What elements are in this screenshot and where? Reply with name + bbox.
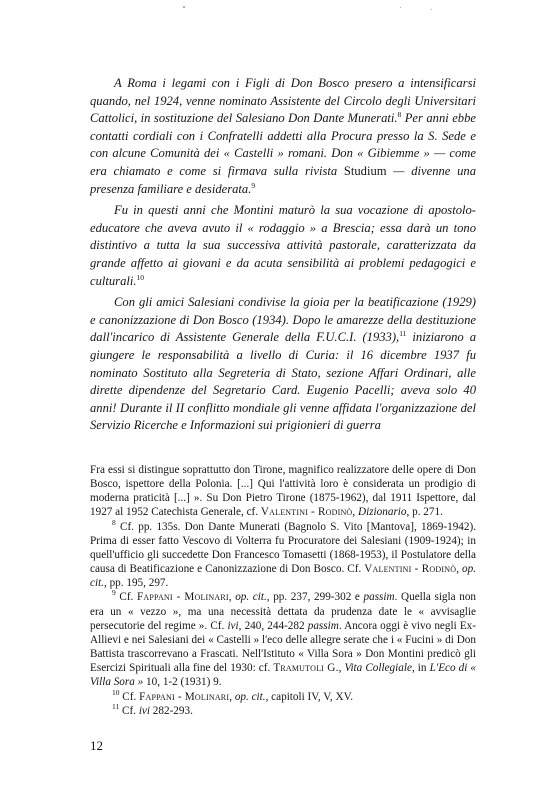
footnote-ivi: ivi [227, 619, 239, 632]
footnote-passim: passim [363, 591, 395, 604]
paragraph-3-text-b: iniziarono a giungere le responsabilità a livello di Curia: il 16 dicembre 1937 fu nominato Sostituto alla Segreteria di Stato, sezione Affari Ordinari, alle dirette dipendenze del Segretario Card. Eugenio Pacelli; aveva solo 40 anni! Durante il II conflitto mondiale gli venne affidata l'organizzazione del Servizio Ricerche e Informazioni sui prigionieri di guerra [90, 330, 476, 433]
footnote-number: 9 [112, 588, 116, 598]
footnote-text: 10, 1-2 (1931) 9. [143, 676, 222, 689]
footnote-11 [90, 701, 476, 718]
paragraph-2-text: Fu in questi anni che Montini maturò la sua vocazione di apostolo-educatore che aveva avuto il « rodaggio » a Brescia; essa darà un tono distintivo a tutta la sua successiva attività pastorale, caratterizzata da grande affetto ai giovani e da acuta sensibilità ai problemi pedagogici e culturali. [90, 203, 476, 288]
footnote-opcit: op. cit. [90, 563, 476, 590]
scan-speck [400, 7, 401, 8]
footnote-9 [90, 590, 476, 689]
footnote-text: , [352, 506, 359, 519]
footnote-text: , [228, 591, 236, 604]
footnote-ref-11: 11 [399, 329, 407, 339]
footnote-number: 10 [112, 687, 120, 697]
footnote-title: L'Eco di « Villa Sora » [90, 662, 477, 689]
footnote-passim: passim [307, 619, 339, 632]
footnote-author: Tramutoli G. [273, 662, 339, 675]
paragraph-1-text-a: A Roma i legami con i Figli di Don Bosco presero a intensificarsi quando, nel 1924, venne nominato Assistente del Circolo degli Universitari Cattolici, in sostituzione del Salesiano Don Dante Munerati. [90, 76, 476, 126]
footnote-ref-9: 9 [251, 180, 256, 190]
paragraph-1-text-b: Per anni ebbe contatti cordiali con i Confratelli addetti alla Procura presso la S. Sede e con alcune Comunità dei « Castelli » romani. Don « Gibiemme » — come era chiamato e come si firmava sulla rivista [90, 111, 476, 178]
footnote-text: , pp. 237, 299-302 e [266, 591, 364, 604]
footnote-text: . Quella sigla non era un « vezzo », ma una necessità dettata da prudenza date le « avvisaglie persecutorie del regime ». Cf. [90, 591, 477, 632]
paragraph-1 [90, 75, 476, 198]
footnote-text: 282-293. [150, 704, 193, 717]
footnote-text: , [338, 662, 345, 675]
footnote-title: Vita Collegiale [344, 662, 412, 675]
scan-speck [431, 9, 432, 10]
footnote-text: , pp. 195, 297. [103, 577, 169, 590]
paragraph-3-text-a: Con gli amici Salesiani condivise la gioia per la beatificazione (1929) e canonizzazione di Don Bosco (1934). Dopo le amarezze della destituzione dall'incarico di Assistente Generale della F.U.C.I. (1933), [90, 295, 476, 345]
footnote-ref-8: 8 [397, 110, 402, 120]
footnote-author: Fappani - Molinari [139, 690, 230, 703]
paragraph-1-text-c: — divenne una presenza familiare e desiderata. [90, 163, 476, 196]
footnote-author: Valentini - Rodinò [260, 506, 353, 519]
journal-name: Studium [343, 163, 387, 178]
footnote-text: , in [411, 662, 430, 675]
paragraph-2 [90, 202, 476, 290]
main-text [90, 75, 476, 439]
footnote-author: Fappani - Molinari [136, 591, 229, 604]
footnote-number: 11 [112, 701, 120, 711]
footnote-8 [90, 517, 476, 591]
footnote-10 [90, 687, 476, 704]
footnote-opcit: op. cit. [235, 591, 267, 604]
page-number: 12 [90, 738, 103, 753]
scan-speck [183, 6, 185, 8]
footnote-text: Cf. [119, 690, 140, 703]
footnote-number: 8 [112, 517, 116, 527]
footnote-text: Cf. [115, 591, 137, 604]
footnote-text: , [456, 563, 463, 576]
footnote-continuation [90, 463, 476, 520]
footnote-ivi: ivi [138, 704, 150, 717]
footnote-text: , [229, 690, 235, 703]
footnotes [90, 463, 476, 718]
footnote-text: . Ancora oggi è vivo negli Ex-Allievi e nei Salesiani dei « Castelli » l'eco delle allegre serate che i « Fucini » di Don Battista trascorrevano a Frascati. Nell'Istituto « Villa Sora » Don Montini predicò gli Esercizi Spirituali alla fine del 1930: cf. [90, 619, 476, 675]
paragraph-3 [90, 294, 476, 435]
footnote-text: , 240, 244-282 [238, 619, 308, 632]
footnote-text: , p. 271. [406, 506, 443, 519]
footnote-ref-10: 10 [136, 272, 145, 282]
footnote-text: Cf. pp. 135s. Don Dante Munerati (Bagnolo S. Vito [Mantova], 1869-1942). Prima di esser fatto Vescovo di Volterra fu Procuratore dei Salesiani (1909-1924); in quell'ufficio gli succedette Don Francesco Tomasetti (1868-1953), il Postulatore della causa di Beatificazione e Canonizzazione di Don Bosco. Cf. [90, 520, 476, 576]
footnote-title: Dizionario [358, 506, 407, 519]
footnote-text: Cf. [119, 704, 139, 717]
footnote-text: , capitoli IV, V, XV. [265, 690, 354, 703]
footnote-author: Valentini - Rodinò [364, 563, 457, 576]
footnote-opcit: op. cit. [234, 690, 266, 703]
footnote-text: Fra essi si distingue soprattutto don Tirone, magnifico realizzatore delle opere di Don Bosco, ispettore della Polonia. [...] Qui l'attività loro è considerata un prodigio di moderna praticità [...] ». Su Don Pietro Tirone (1875-1962), dal 1911 Ispettore, dal 1927 al 1952 Catechista Generale, cf. [90, 464, 476, 519]
